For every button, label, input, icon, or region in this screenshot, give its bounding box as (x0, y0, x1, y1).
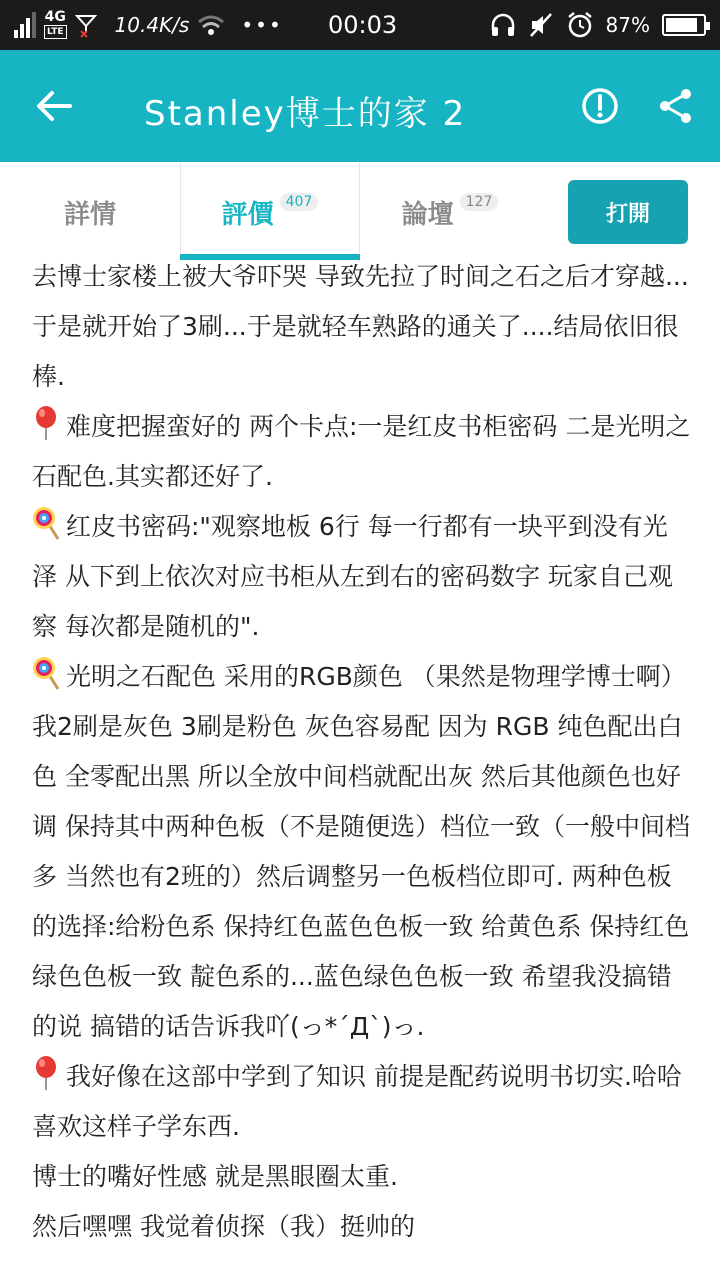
tab-forum[interactable] (360, 162, 540, 262)
share-icon (656, 86, 696, 126)
review-paragraph: 然后嘿嘿 我觉着侦探（我）挺帅的 (32, 1212, 415, 1241)
open-button[interactable]: 打開 (568, 180, 688, 244)
arrow-left-icon (34, 88, 74, 124)
back-button[interactable] (34, 88, 74, 124)
review-content (32, 252, 692, 1252)
tab-reviews[interactable] (180, 162, 360, 262)
review-paragraph: 光明之石配色 采用的RGB颜色 （果然是物理学博士啊）我2刷是灰色 3刷是粉色 灰色容易配 因为 RGB 纯色配出白色 全零配出黑 所以全放中间档就配出灰 然后其他颜色也好调 保持其中两种色板（不是随便选）档位一致（一般中间档多 当然也有2班的）然后调整另一色板档位即可. 两种色板的选择:给粉色系 保持红色蓝色色板一致 给黄色系 保持红色绿色色板一致 靛色系的...蓝色绿色色板一致 希望我没搞错的说 搞错的话告诉我吖(っ*´Д`)っ. (32, 652, 692, 1052)
network-indicator: 4G LTE (44, 9, 66, 37)
status-bar (0, 0, 720, 50)
more-notifications-icon: ••• (241, 13, 283, 37)
page-title: Stanley博士的家 2 (144, 94, 467, 134)
network-speed: 10.4K/s (114, 13, 190, 37)
tab-count-badge: 127 (460, 193, 499, 211)
mute-icon (528, 12, 554, 38)
report-button[interactable] (580, 86, 620, 126)
review-paragraph: 红皮书密码:"观察地板 6行 每一行都有一块平到没有光泽 从下到上依次对应书柜从左到右的密码数字 玩家自己观察 每次都是随机的". (32, 502, 692, 652)
lollipop-icon (32, 655, 60, 691)
exclamation-circle-icon (580, 86, 620, 126)
share-button[interactable] (656, 86, 696, 126)
review-paragraph: 难度把握蛮好的 两个卡点:一是红皮书柜密码 二是光明之石配色.其实都还好了. (32, 402, 692, 502)
tab-details[interactable] (0, 162, 180, 262)
lollipop-icon (32, 505, 60, 541)
tab-label: 評價 (221, 199, 274, 230)
tab-label: 詳情 (63, 199, 116, 230)
signal-icon (14, 12, 36, 38)
review-paragraph: 博士的嘴好性感 就是黑眼圈太重. (32, 1162, 398, 1191)
tab-label: 論壇 (401, 199, 454, 230)
app-bar (0, 50, 720, 162)
battery-icon (662, 14, 706, 36)
battery-percent: 87% (605, 13, 650, 37)
signal-2-icon (75, 12, 97, 38)
headphones-icon (490, 12, 516, 38)
wifi-icon (197, 14, 225, 36)
alarm-icon (566, 11, 594, 39)
balloon-icon (32, 1055, 60, 1091)
tab-count-badge: 407 (280, 193, 319, 211)
review-paragraph: 我好像在这部中学到了知识 前提是配药说明书切实.哈哈 喜欢这样子学东西. (32, 1052, 692, 1152)
balloon-icon (32, 405, 60, 441)
review-paragraph: 去博士家楼上被大爷吓哭 导致先拉了时间之石之后才穿越...于是就开始了3刷...于是就轻车熟路的通关了....结局依旧很棒. (32, 262, 689, 391)
clock: 00:03 (328, 11, 398, 39)
